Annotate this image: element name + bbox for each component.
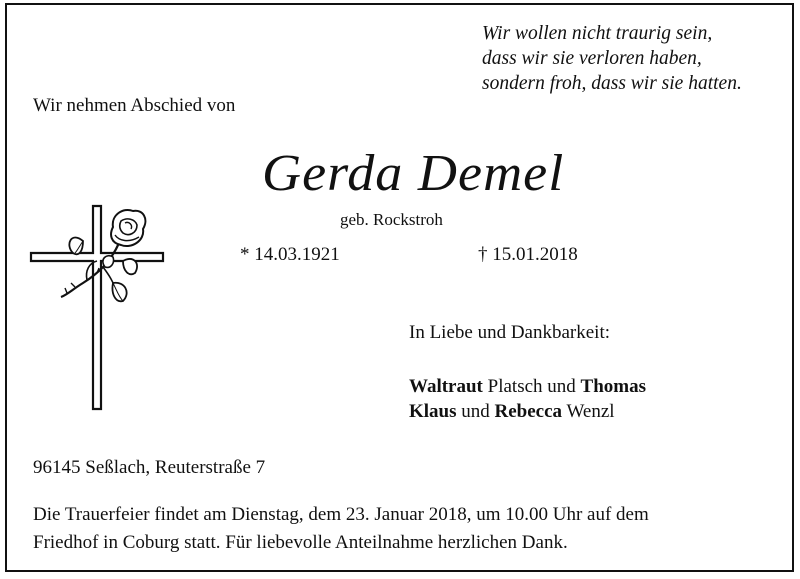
mourner-name: Waltraut — [409, 376, 483, 397]
cross-with-rose-icon — [27, 201, 167, 416]
mourner-connector: und — [456, 401, 495, 422]
farewell-heading: Wir nehmen Abschied von — [33, 95, 236, 116]
address: 96145 Seßlach, Reuterstraße 7 — [33, 457, 266, 478]
service-line-2: Friedhof in Coburg statt. Für liebevolle Anteilnahme herzlichen Dank. — [33, 532, 568, 553]
quote-line-2: dass wir sie verloren haben, — [482, 48, 702, 69]
quote-line-1: Wir wollen nicht traurig sein, — [482, 23, 713, 44]
mourner-connector: Platsch und — [482, 376, 581, 397]
mourner-name: Rebecca — [494, 401, 563, 422]
mourners-line-1 — [409, 374, 646, 399]
death-date: † 15.01.2018 — [478, 244, 578, 265]
deceased-name: Gerda Demel — [262, 145, 565, 202]
quote-line-3: sondern froh, dass wir sie hatten. — [482, 73, 742, 94]
mourner-name: Klaus — [409, 401, 457, 422]
birth-date: * 14.03.1921 — [240, 244, 340, 265]
memorial-quote — [482, 21, 742, 96]
mourners-line-2 — [409, 399, 646, 424]
rose-icon — [111, 210, 145, 246]
mourners-signature — [409, 374, 646, 424]
maiden-name: geb. Rockstroh — [340, 210, 443, 229]
service-info — [33, 501, 649, 557]
mourners-intro: In Liebe und Dankbarkeit: — [409, 322, 611, 343]
service-line-1: Die Trauerfeier findet am Dienstag, dem 23. Januar 2018, um 10.00 Uhr auf dem — [33, 504, 649, 525]
mourner-surname: Wenzl — [562, 401, 615, 422]
mourner-name: Thomas — [580, 376, 646, 397]
